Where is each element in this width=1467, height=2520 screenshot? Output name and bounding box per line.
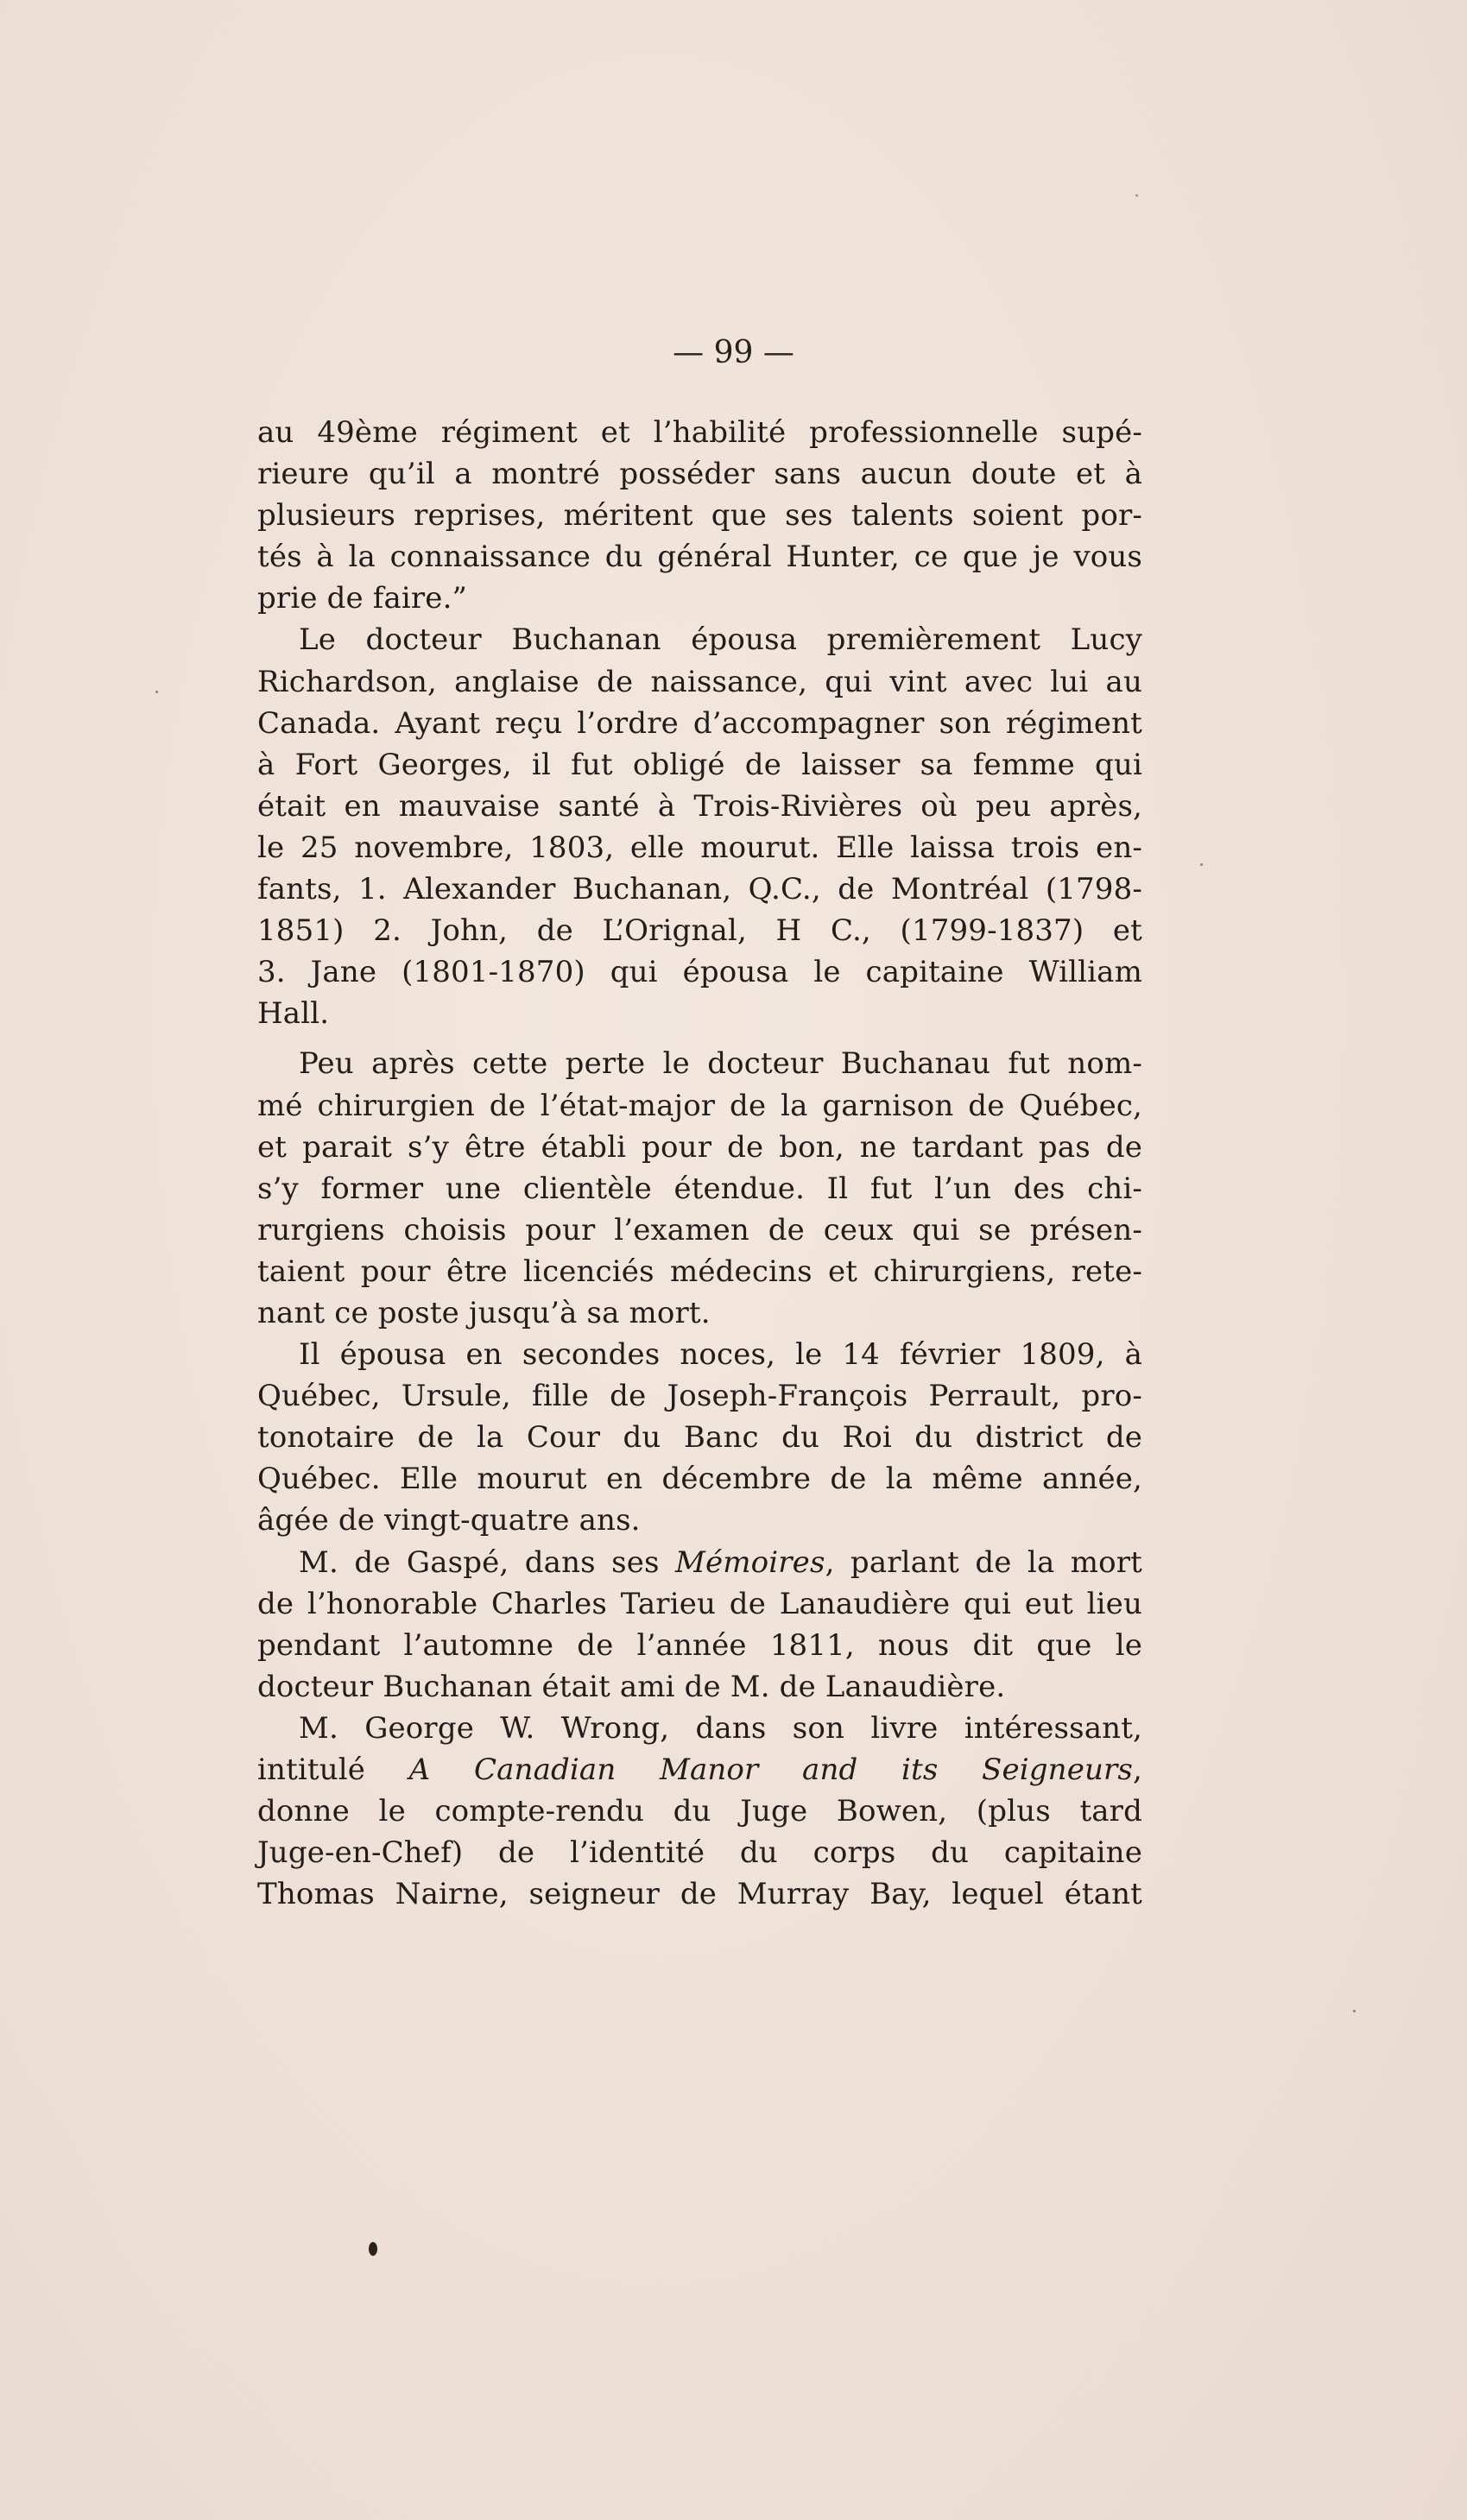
paragraph-gap <box>257 1034 1142 1043</box>
paragraph <box>257 619 1142 1034</box>
ink-speck <box>1135 194 1138 197</box>
text-line: pendant l’automne de l’année 1811, nous dit que le <box>257 1627 1142 1663</box>
paragraph <box>257 1542 1142 1708</box>
text-line: s’y former une clientèle étendue. Il fut l’un des chi- <box>257 1171 1142 1206</box>
text-line: et parait s’y être établi pour de bon, ne tardant pas de <box>257 1129 1142 1165</box>
text-line: plusieurs reprises, méritent que ses talents soient por- <box>257 498 1142 534</box>
ink-speck <box>155 691 158 693</box>
text-line: âgée de vingt-quatre ans. <box>257 1503 641 1538</box>
text-line: 3. Jane (1801-1870) qui épousa le capitaine William <box>257 955 1142 990</box>
text-line: rurgiens choisis pour l’examen de ceux qui se présen- <box>257 1212 1142 1247</box>
paragraph <box>257 1334 1142 1541</box>
paragraph <box>257 1708 1142 1915</box>
body-text <box>257 412 1142 1915</box>
paragraph <box>257 412 1142 619</box>
text-line: Le docteur Buchanan épousa premièrement Lucy <box>299 622 1142 658</box>
page-number: — 99 — <box>673 335 794 370</box>
text-line: Il épousa en secondes noces, le 14 février 1809, à <box>299 1337 1142 1373</box>
text-line: rieure qu’il a montré posséder sans aucun doute et à <box>257 457 1142 492</box>
text-line: M. de Gaspé, dans ses Mémoires, parlant de la mort <box>299 1544 1142 1580</box>
text-line: mé chirurgien de l’état-major de la garnison de Québec, <box>257 1088 1142 1123</box>
italic-title: Mémoires <box>675 1544 825 1580</box>
text-line: nant ce poste jusqu’à sa mort. <box>257 1295 711 1330</box>
ink-speck <box>1353 2010 1356 2012</box>
text-line: Thomas Nairne, seigneur de Murray Bay, lequel étant <box>257 1877 1142 1912</box>
paragraph <box>257 1043 1142 1334</box>
text-line: était en mauvaise santé à Trois-Rivières où peu après, <box>257 788 1142 824</box>
text-line: fants, 1. Alexander Buchanan, Q.C., de Montréal (1798- <box>257 872 1142 907</box>
text-line: Juge-en-Chef) de l’identité du corps du capitaine <box>257 1835 1142 1871</box>
text-line: M. George W. Wrong, dans son livre intéressant, <box>299 1710 1142 1746</box>
text-line: prie de faire.” <box>257 581 468 616</box>
text-line: Peu après cette perte le docteur Buchanau fut nom- <box>299 1046 1142 1082</box>
text-line: à Fort Georges, il fut obligé de laisser sa femme qui <box>257 747 1142 782</box>
ink-speck <box>369 2242 377 2256</box>
text-line: tonotaire de la Cour du Banc du Roi du district de <box>257 1420 1142 1456</box>
text-line: le 25 novembre, 1803, elle mourut. Elle laissa trois en- <box>257 830 1142 865</box>
text-line: Québec. Elle mourut en décembre de la même année, <box>257 1462 1142 1497</box>
text-line: Québec, Ursule, fille de Joseph-François Perrault, pro- <box>257 1379 1142 1414</box>
text-line: intitulé A Canadian Manor and its Seigneurs, <box>257 1753 1142 1787</box>
text-line: 1851) 2. John, de L’Orignal, H C., (1799-1837) et <box>257 913 1142 949</box>
text-line: taient pour être licenciés médecins et chirurgiens, rete- <box>257 1254 1142 1289</box>
text-line: de l’honorable Charles Tarieu de Lanaudière qui eut lieu <box>257 1586 1142 1621</box>
text-line: donne le compte-rendu du Juge Bowen, (plus tard <box>257 1794 1142 1829</box>
text-line: Richardson, anglaise de naissance, qui vint avec lui au <box>257 664 1142 699</box>
italic-title: A Canadian Manor and its Seigneurs <box>408 1753 1134 1787</box>
text-line: Canada. Ayant reçu l’ordre d’accompagner son régiment <box>257 705 1142 741</box>
text-line: Hall. <box>257 996 330 1032</box>
text-line: tés à la connaissance du général Hunter, ce que je vous <box>257 540 1142 575</box>
ink-speck <box>1200 863 1203 866</box>
text-line: au 49ème régiment et l’habilité professionnelle supé- <box>257 415 1142 450</box>
text-line: docteur Buchanan était ami de M. de Lanaudière. <box>257 1669 1006 1704</box>
